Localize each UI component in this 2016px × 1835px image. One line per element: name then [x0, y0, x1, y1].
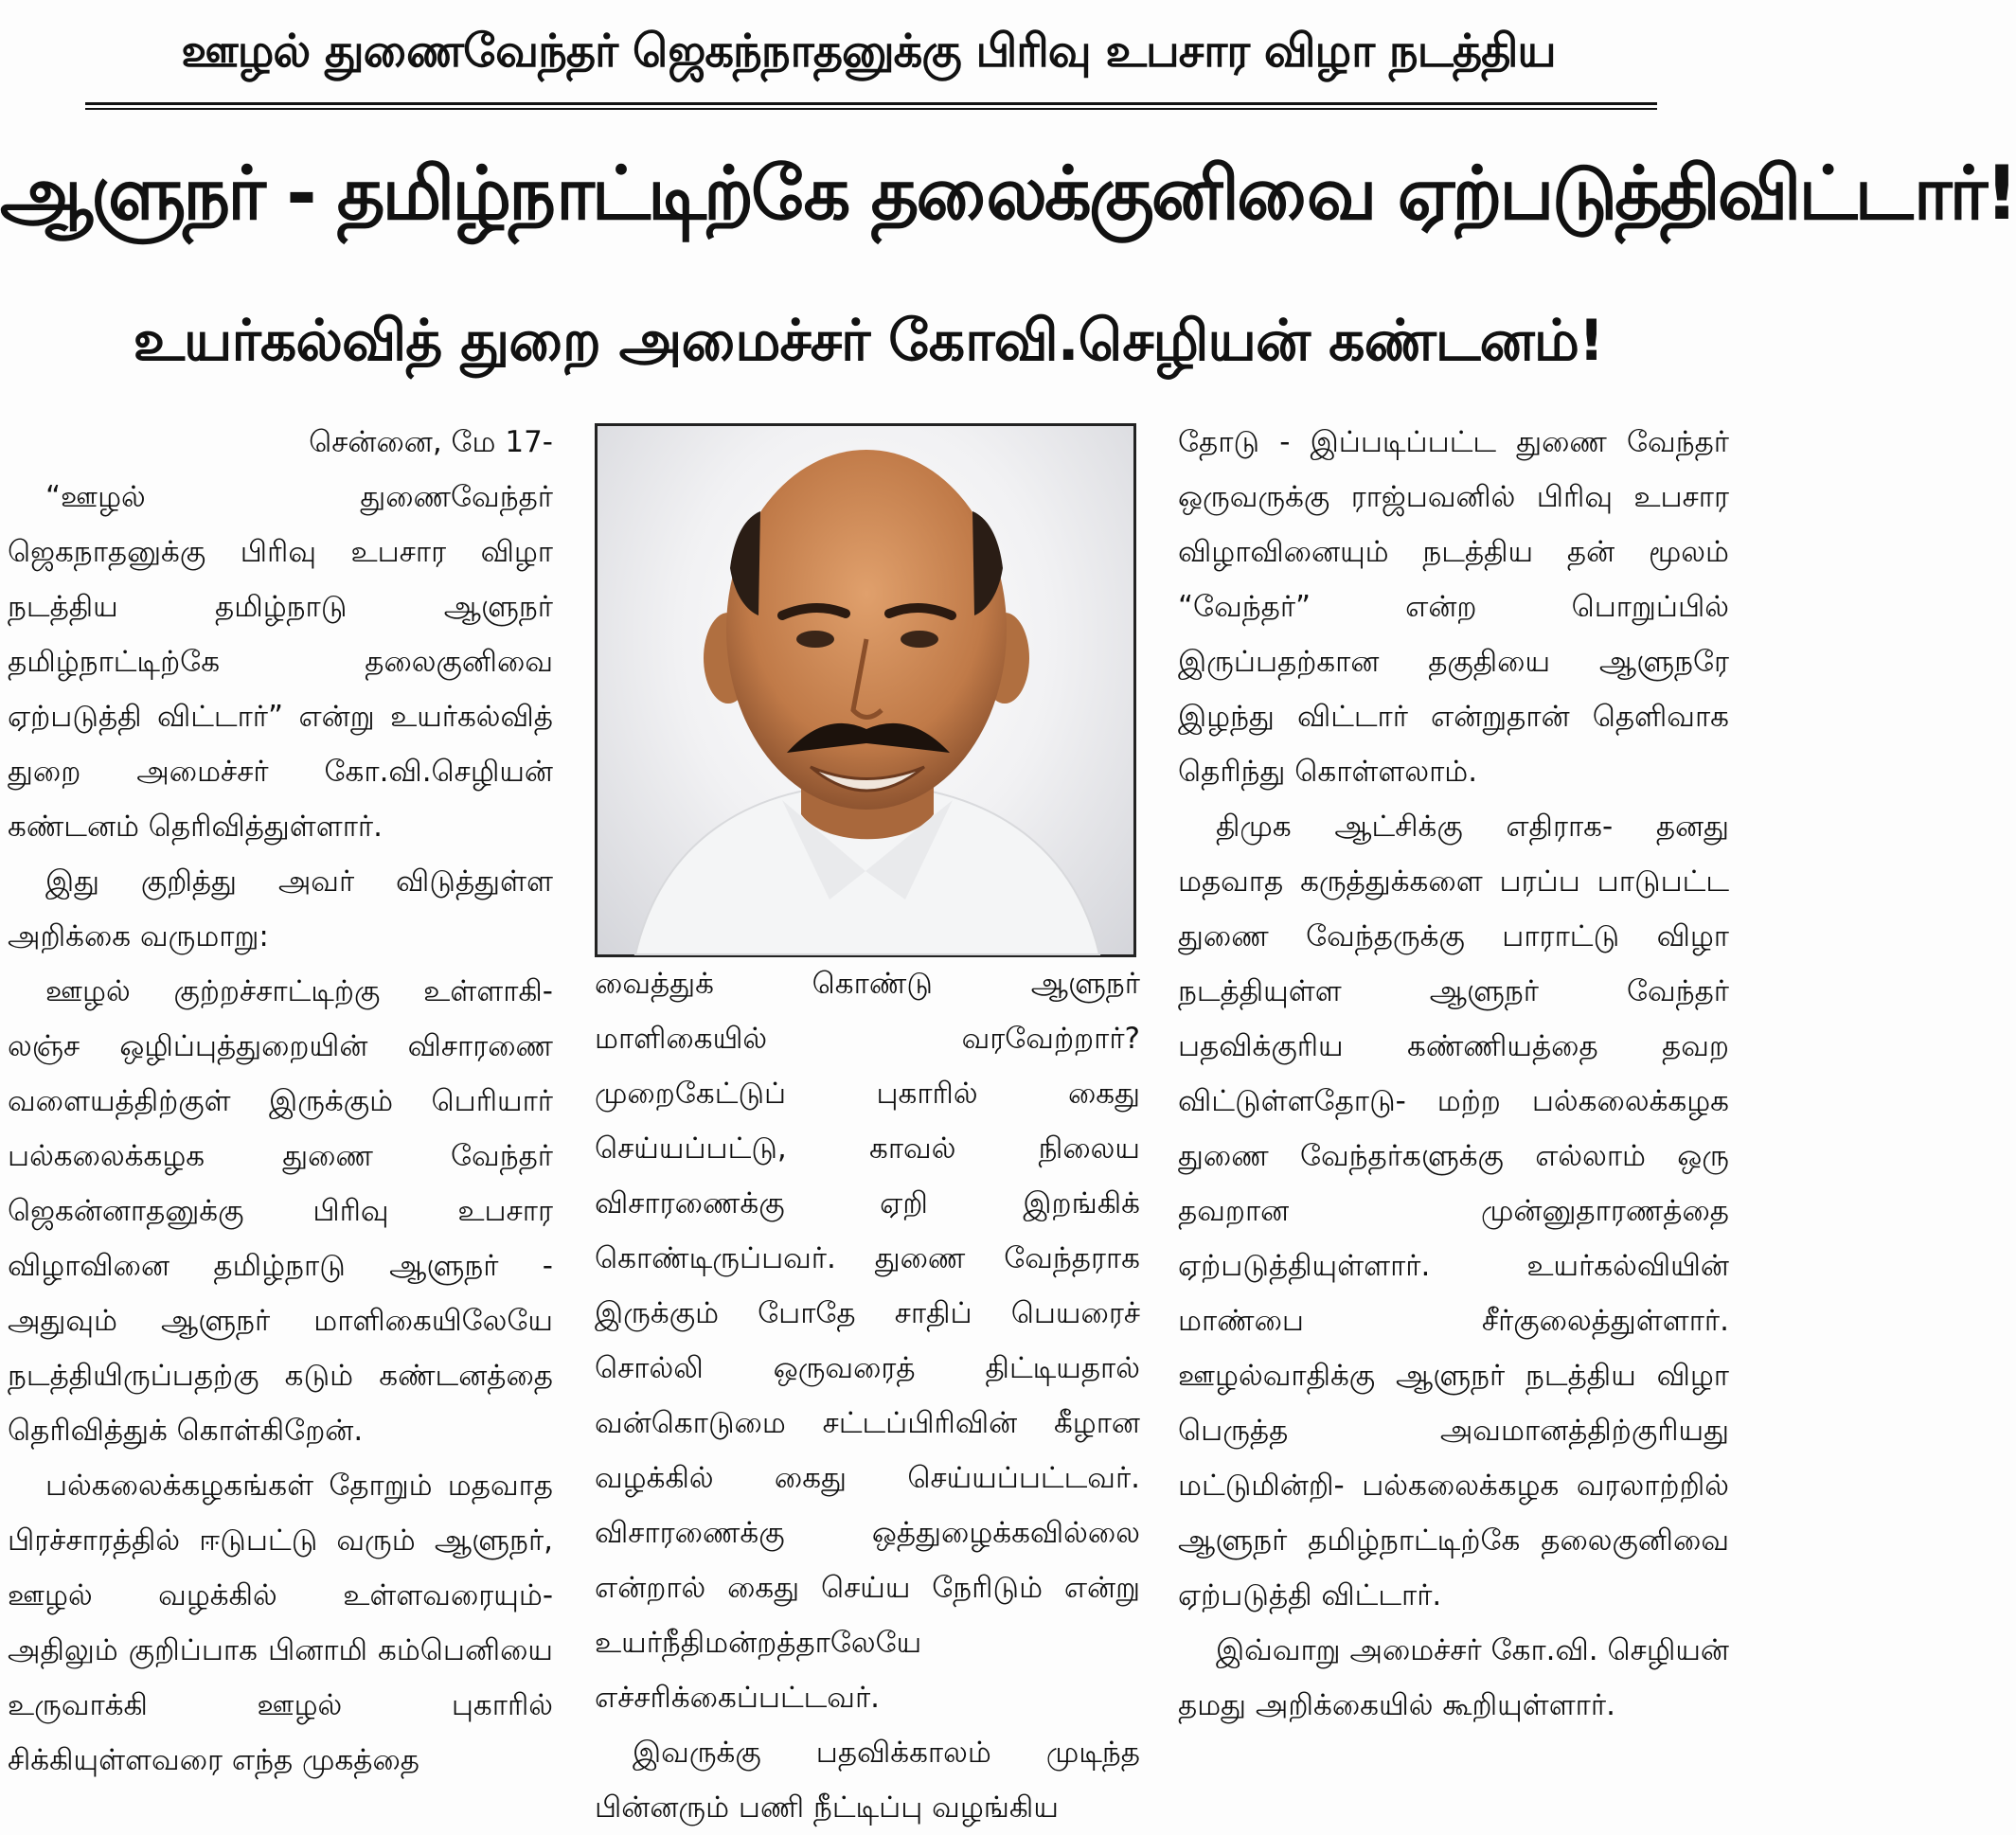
portrait-photo — [595, 423, 1136, 957]
paragraph: “ஊழல் துணைவேந்தர் ஜெகநாதனுக்கு பிரிவு உபசார விழா நடத்திய தமிழ்நாடு ஆளுநர் தமிழ்நாட்டிற்கே தலைகுனிவை ஏற்படுத்தி விட்டார்” என்று உயர்கல்வித் துறை அமைச்சர் கோ.வி.செழியன் கண்டனம் தெரிவித்துள்ளார். — [8, 480, 553, 844]
paragraph: இவ்வாறு அமைச்சர் கோ.வி. செழியன் தமது அறிக்கையில் கூறியுள்ளார். — [1178, 1633, 1729, 1722]
headline-rule-top — [85, 102, 1657, 105]
article-column-2 — [595, 956, 1140, 1825]
subheadline: உயர்கல்வித் துறை அமைச்சர் கோவி.செழியன் கண்டனம்! — [133, 308, 1604, 374]
paragraph: தோடு - இப்படிப்பட்ட துணை வேந்தர் ஒருவருக்கு ராஜ்பவனில் பிரிவு உபசார விழாவினையும் நடத்திய தன் மூலம் “வேந்தர்” என்ற பொறுப்பில் இருப்பதற்கான தகுதியை ஆளுநரே இழந்து விட்டார் என்றுதான் தெளிவாக தெரிந்து கொள்ளலாம். — [1178, 425, 1729, 789]
paragraph: ஊழல் குற்றச்சாட்டிற்கு உள்ளாகி- லஞ்ச ஒழிப்புத்துறையின் விசாரணை வளையத்திற்குள் இருக்கும் பெரியார் பல்கலைக்கழக துணை வேந்தர் ஜெகன்னாதனுக்கு பிரிவு உபசார விழாவினை தமிழ்நாடு ஆளுநர் - அதுவும் ஆளுநர் மாளிகையிலேயே நடத்தியிருப்பதற்கு கடும் கண்டனத்தை தெரிவித்துக் கொள்கிறேன். — [8, 974, 553, 1448]
portrait-photo-icon — [598, 426, 1133, 954]
paragraph: இவருக்கு பதவிக்காலம் முடிந்த பின்னரும் பணி நீட்டிப்பு வழங்கிய — [595, 1736, 1140, 1825]
paragraph: பல்கலைக்கழகங்கள் தோறும் மதவாத பிரச்சாரத்தில் ஈடுபட்டு வரும் ஆளுநர், ஊழல் வழக்கில் உள்ளவரையும்- அதிலும் குறிப்பாக பினாமி கம்பெனியை உருவாக்கி ஊழல் புகாரில் சிக்கியுள்ளவரை எந்த முகத்தை — [8, 1469, 553, 1777]
paragraph: வைத்துக் கொண்டு ஆளுநர் மாளிகையில் வரவேற்றார்? முறைகேட்டுப் புகாரில் கைது செய்யப்பட்டு, காவல் நிலைய விசாரணைக்கு ஏறி இறங்கிக் கொண்டிருப்பவர். துணை வேந்தராக இருக்கும் போதே சாதிப் பெயரைச் சொல்லி ஒருவரைத் திட்டியதால் வன்கொடுமை சட்டப்பிரிவின் கீழான வழக்கில் கைது செய்யப்பட்டவர். விசாரணைக்கு ஒத்துழைக்கவில்லை என்றால் கைது செய்ய நேரிடும் என்று உயர்நீதிமன்றத்தாலேயே எச்சரிக்கைப்பட்டவர். — [595, 967, 1140, 1715]
main-headline: ஆளுநர் - தமிழ்நாட்டிற்கே தலைக்குனிவை ஏற்படுத்திவிட்டார்! — [0, 151, 2016, 237]
kicker-line: ஊழல் துணைவேந்தர் ஜெகந்நாதனுக்கு பிரிவு உபசார விழா நடத்திய — [181, 25, 1556, 78]
paragraph: திமுக ஆட்சிக்கு எதிராக- தனது மதவாத கருத்துக்களை பரப்ப பாடுபட்ட துணை வேந்தருக்கு பாராட்டு விழா நடத்தியுள்ள ஆளுநர் வேந்தர் பதவிக்குரிய கண்ணியத்தை தவற விட்டுள்ளதோடு- மற்ற பல்கலைக்கழக துணை வேந்தர்களுக்கு எல்லாம் ஒரு தவறான முன்னுதாரணத்தை ஏற்படுத்தியுள்ளார். உயர்கல்வியின் மாண்பை சீர்குலைத்துள்ளார். ஊழல்வாதிக்கு ஆளுநர் நடத்திய விழா பெருத்த அவமானத்திற்குரியது மட்டுமின்றி- பல்கலைக்கழக வரலாற்றில் ஆளுநர் தமிழ்நாட்டிற்கே தலைகுனிவை ஏற்படுத்தி விட்டார். — [1178, 810, 1729, 1612]
article-column-1 — [8, 415, 553, 1777]
paragraph: இது குறித்து அவர் விடுத்துள்ள அறிக்கை வருமாறு: — [8, 864, 553, 953]
dateline: சென்னை, மே 17- — [309, 425, 553, 459]
article-column-3 — [1178, 415, 1729, 1733]
headline-rule-bottom — [85, 108, 1657, 110]
